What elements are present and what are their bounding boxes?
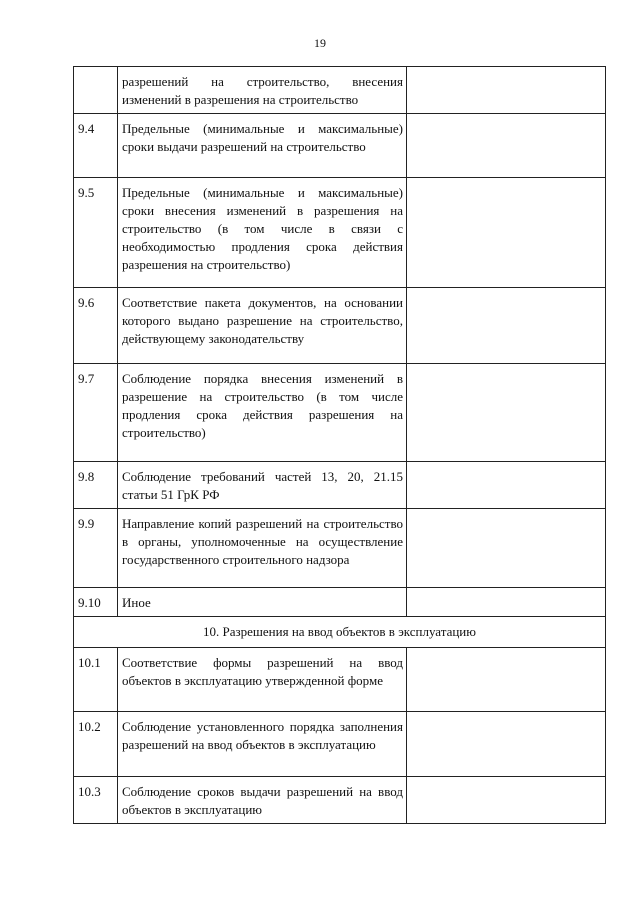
row-number: 9.10 xyxy=(74,588,118,617)
row-text: Предельные (минимальные и максимальные) сроки выдачи разрешений на строительство xyxy=(118,114,407,178)
row-number: 9.6 xyxy=(74,288,118,364)
row-answer-cell[interactable] xyxy=(407,509,606,588)
row-number: 10.1 xyxy=(74,648,118,712)
row-answer-cell[interactable] xyxy=(407,288,606,364)
table-row xyxy=(74,777,606,824)
row-text: разрешений на строительство, внесения изменений в разрешения на строительство xyxy=(118,67,407,114)
row-text: Иное xyxy=(118,588,407,617)
table-row xyxy=(74,178,606,288)
table-row xyxy=(74,712,606,777)
row-answer-cell[interactable] xyxy=(407,364,606,462)
table-row xyxy=(74,67,606,114)
row-answer-cell[interactable] xyxy=(407,67,606,114)
row-number: 10.3 xyxy=(74,777,118,824)
row-text: Соблюдение порядка внесения изменений в разрешение на строительство (в том числе продления срока действия разрешения на строительство) xyxy=(118,364,407,462)
row-number: 9.7 xyxy=(74,364,118,462)
row-answer-cell[interactable] xyxy=(407,712,606,777)
row-number xyxy=(74,67,118,114)
row-number: 9.4 xyxy=(74,114,118,178)
row-answer-cell[interactable] xyxy=(407,588,606,617)
table-row xyxy=(74,588,606,617)
table-row xyxy=(74,648,606,712)
row-text: Предельные (минимальные и максимальные) сроки внесения изменений в разрешения на строительство (в том числе в связи с необходимостью продления срока действия разрешения на строительство) xyxy=(118,178,407,288)
table-row xyxy=(74,462,606,509)
section-title: 10. Разрешения на ввод объектов в эксплуатацию xyxy=(74,617,606,648)
row-text: Соответствие пакета документов, на основании которого выдано разрешение на строительство, действующему законодательству xyxy=(118,288,407,364)
row-number: 9.5 xyxy=(74,178,118,288)
section-header-row xyxy=(74,617,606,648)
table-row xyxy=(74,114,606,178)
row-text: Направление копий разрешений на строительство в органы, уполномоченные на осуществление государственного строительного надзора xyxy=(118,509,407,588)
row-answer-cell[interactable] xyxy=(407,114,606,178)
row-text: Соответствие формы разрешений на ввод объектов в эксплуатацию утвержденной форме xyxy=(118,648,407,712)
checklist-table xyxy=(73,66,606,824)
table-row xyxy=(74,509,606,588)
row-answer-cell[interactable] xyxy=(407,777,606,824)
row-answer-cell[interactable] xyxy=(407,178,606,288)
row-text: Соблюдение сроков выдачи разрешений на ввод объектов в эксплуатацию xyxy=(118,777,407,824)
row-text: Соблюдение установленного порядка заполнения разрешений на ввод объектов в эксплуатацию xyxy=(118,712,407,777)
row-text: Соблюдение требований частей 13, 20, 21.15 статьи 51 ГрК РФ xyxy=(118,462,407,509)
row-number: 10.2 xyxy=(74,712,118,777)
row-answer-cell[interactable] xyxy=(407,648,606,712)
page-number: 19 xyxy=(314,36,326,50)
table-row xyxy=(74,288,606,364)
table-row xyxy=(74,364,606,462)
row-answer-cell[interactable] xyxy=(407,462,606,509)
row-number: 9.9 xyxy=(74,509,118,588)
row-number: 9.8 xyxy=(74,462,118,509)
